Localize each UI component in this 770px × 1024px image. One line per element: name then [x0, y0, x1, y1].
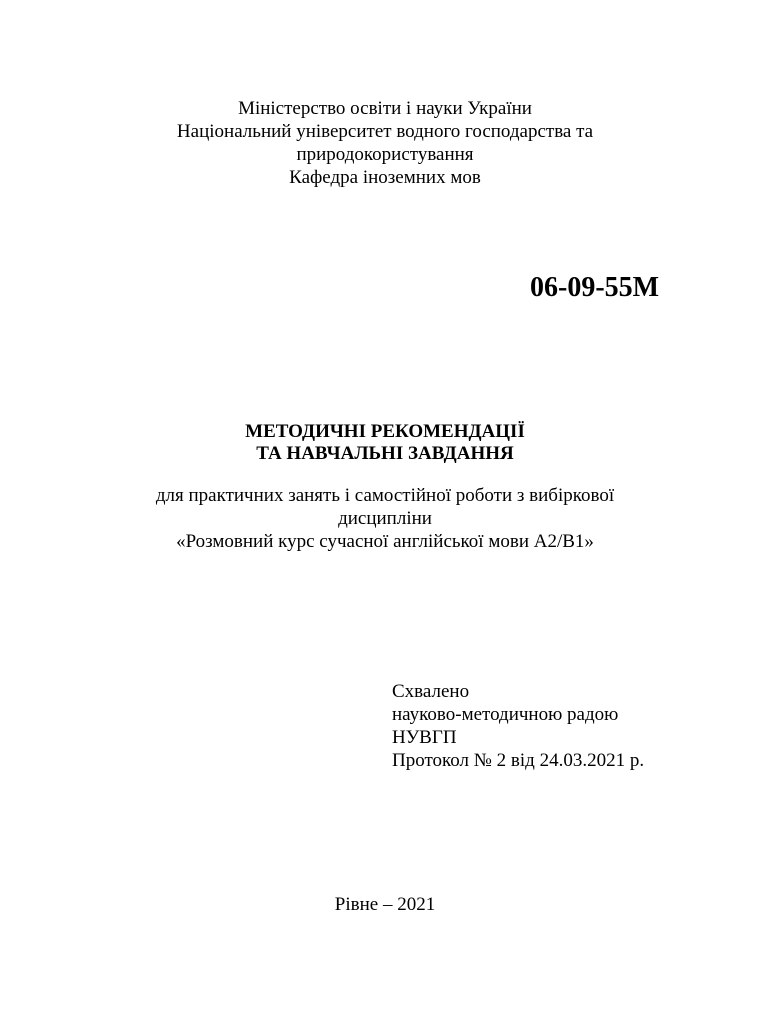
approval-protocol: Протокол № 2 від 24.03.2021 р.	[392, 750, 645, 771]
document-code: 06-09-55М	[530, 272, 660, 303]
university-name-line2: природокористування	[296, 144, 474, 165]
title-line2: ТА НАВЧАЛЬНІ ЗАВДАННЯ	[256, 443, 514, 464]
subtitle-line2: дисципліни	[338, 508, 432, 529]
university-name-line1: Національний університет водного господарства та	[176, 121, 594, 142]
subtitle-line1: для практичних занять і самостійної роботи з вибіркової	[155, 485, 615, 506]
ministry-name: Міністерство освіти і науки України	[238, 98, 532, 119]
title-line1: МЕТОДИЧНІ РЕКОМЕНДАЦІЇ	[245, 421, 525, 442]
approval-council: науково-методичною радою	[392, 704, 619, 725]
place-and-year: Рівне – 2021	[334, 894, 436, 915]
approval-label: Схвалено	[392, 681, 470, 702]
department-name: Кафедра іноземних мов	[289, 167, 481, 188]
course-name: «Розмовний курс сучасної англійської мови А2/В1»	[176, 531, 594, 552]
approval-university: НУВГП	[392, 727, 457, 748]
